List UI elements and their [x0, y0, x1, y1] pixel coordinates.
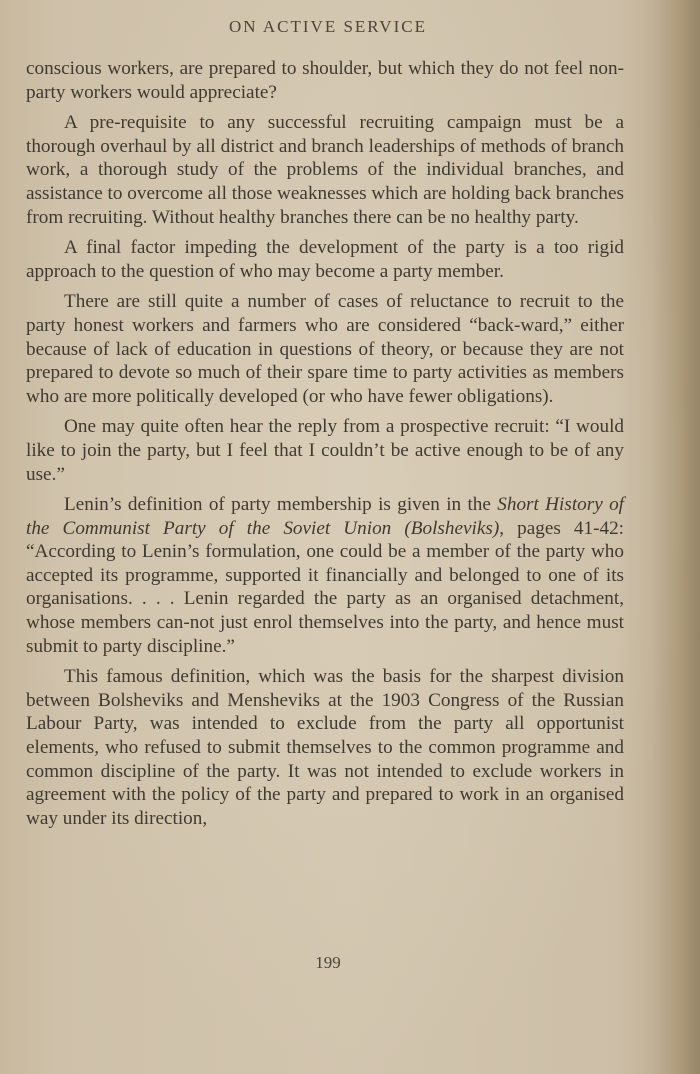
- paragraph-6-text-after: , pages 41-42: “According to Lenin’s formulation, one could be a member of the party who accepted its programme, supported it financially and belonged to one of its organisations. . . . Lenin regarded the party as an organised detachment, whose members can-not just enrol themselves into the party, and hence must submit to party discipline.”: [26, 517, 624, 657]
- paragraph-6: [26, 493, 624, 658]
- paragraph-7: This famous definition, which was the basis for the sharpest division between Bolsheviks and Mensheviks at the 1903 Congress of the Russian Labour Party, was intended to exclude from the party all opportunist elements, who refused to submit themselves to the common programme and common discipline of the party. It was not intended to exclude workers in agreement with the policy of the party and prepared to work in an organised way under its direction,: [26, 666, 624, 829]
- paragraph-6-text-before: Lenin’s definition of party membership is given in the: [64, 494, 498, 516]
- book-title: Short History of the Communist Party of the Soviet Union (Bolsheviks): [26, 494, 624, 539]
- body-text: [26, 57, 624, 837]
- running-head: ON ACTIVE SERVICE: [229, 17, 427, 36]
- paragraph-2: A pre-requisite to any successful recruiting campaign must be a thorough overhaul by all district and branch leaderships of methods of branch work, a thorough study of the problems of the individual branches, and assistance to overcome all those weaknesses which are holding back branches from recruiting. Without healthy branches there can be no healthy party.: [26, 112, 624, 228]
- paragraph-1: conscious workers, are prepared to shoulder, but which they do not feel non-party workers would appreciate?: [26, 58, 624, 103]
- page-edge-shadow: [652, 0, 700, 1074]
- paragraph-4: There are still quite a number of cases of reluctance to recruit to the party honest workers and farmers who are considered “back-ward,” either because of lack of education in questions of theory, or because they are not prepared to devote so much of their spare time to party activities as members who are more politically developed (or who have fewer obligations).: [26, 291, 624, 407]
- paragraph-5: One may quite often hear the reply from a prospective recruit: “I would like to join the party, but I feel that I couldn’t be active enough to be of any use.”: [26, 416, 624, 485]
- page-number: 199: [315, 953, 341, 972]
- paragraph-3: A final factor impeding the development of the party is a too rigid approach to the question of who may become a party member.: [26, 237, 624, 282]
